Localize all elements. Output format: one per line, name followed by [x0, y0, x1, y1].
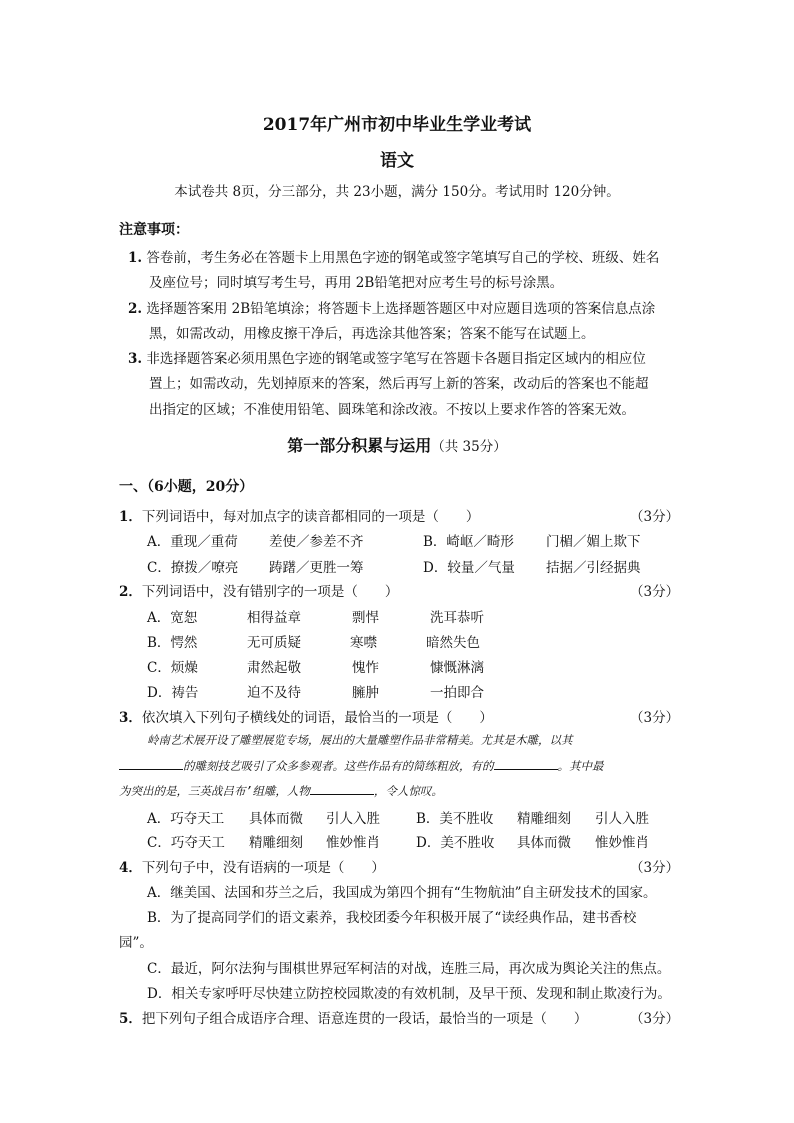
question-2	[119, 580, 398, 600]
option-a-word4: 洗耳恭听	[430, 610, 484, 626]
question-number: 1．	[119, 509, 142, 525]
option-a-word2: 相得益章	[247, 610, 301, 626]
option-c-word3: 惟妙惟肖	[326, 835, 380, 851]
option-d-word2: 具体而微	[517, 835, 571, 851]
exam-title: 2017年广州市初中毕业生学业考试	[262, 115, 532, 135]
fill-blank-2[interactable]	[494, 769, 558, 770]
option-b-word3: 引人入胜	[595, 811, 649, 827]
question-score: （3分）	[630, 1011, 680, 1027]
option-c-word2: 肃然起敬	[247, 660, 301, 676]
option-d-word2: 迫不及待	[247, 685, 301, 701]
option-b-word2: 无可质疑	[247, 635, 301, 651]
notice-item-1-cont: 及座位号；同时填写考生号，再用 2B铅笔把对应考生号的标号涂黑。	[149, 275, 564, 291]
question-score: （3分）	[630, 710, 680, 726]
notice-item-text: 非选择题答案必须用黑色字迹的钢笔或签字笔写在答题卡各题目指定区域内的相应位	[146, 351, 646, 367]
option-c: C．最近，阿尔法狗与围棋世界冠军柯洁的对战，连胜三局，再次成为舆论关注的焦点。	[147, 961, 671, 977]
option-b-cont: 园”。	[119, 935, 153, 951]
option-d-word3: 臃肿	[352, 685, 379, 701]
notice-item-3	[128, 347, 646, 367]
notice-item-text: 选择题答案用 2B铅笔填涂；将答题卡上选择题答题区中对应题目选项的答案信息点涂	[146, 301, 656, 317]
option-d: D．较量／气量	[423, 560, 515, 576]
question-4	[119, 856, 385, 876]
option-c-word2: 踌躇／更胜一筹	[269, 560, 364, 576]
question-1	[119, 505, 479, 525]
part-points: （共 35分）	[431, 439, 507, 455]
fill-blank-3[interactable]	[310, 794, 374, 795]
option-b-word2: 精雕细刻	[517, 811, 571, 827]
notice-item-text: 答卷前，考生务必在答题卡上用黑色字迹的钢笔或签字笔填写自己的学校、班级、姓名	[146, 250, 660, 266]
option-d: D．美不胜收	[416, 835, 495, 851]
section-1-heading: 一、（6小题，20分）	[119, 479, 254, 495]
option-d-word3: 惟妙惟肖	[595, 835, 649, 851]
question-score: （3分）	[630, 584, 680, 600]
question-text: 下列词语中，每对加点字的读音都相同的一项是（ ）	[141, 509, 480, 525]
option-c: C．烦燥	[147, 660, 198, 676]
passage-text: ，令人惊叹。	[373, 784, 443, 798]
notice-item-number: 3.	[128, 351, 143, 367]
option-a-word3: 剽悍	[352, 610, 379, 626]
option-a: A．继美国、法国和芬兰之后，我国成为第四个拥有“生物航油”自主研发技术的国家。	[147, 885, 657, 901]
passage-text: 为突出的是，三英战吕布’组雕，人物	[119, 784, 310, 798]
option-a: A．宽恕	[147, 610, 198, 626]
question-number: 3．	[119, 710, 142, 726]
option-a-word2: 差使／参差不齐	[269, 534, 364, 550]
option-d-word2: 拮据／引经据典	[546, 560, 641, 576]
question-3	[119, 706, 493, 726]
option-c-word3: 愧怍	[352, 660, 379, 676]
question-number: 4．	[119, 860, 142, 876]
notice-item-2-cont: 黑，如需改动，用橡皮擦干净后，再选涂其他答案；答案不能写在试题上。	[149, 326, 595, 342]
passage-text: 。其中最	[557, 759, 604, 773]
passage-text: 的雕刻技艺吸引了众多参观者。这些作品有的简练粗放，有的	[183, 759, 494, 773]
question-score: （3分）	[630, 860, 680, 876]
notice-item-2	[128, 297, 655, 317]
option-c: C．撩拨／嘹亮	[147, 560, 239, 576]
exam-intro: 本试卷共 8页，分三部分，共 23小题，满分 150分。考试用时 120分钟。	[174, 184, 620, 200]
option-b-word2: 门楣／媚上欺下	[546, 534, 641, 550]
option-c-word2: 精雕细刻	[249, 835, 303, 851]
option-d: D．祷告	[147, 685, 199, 701]
notice-item-number: 1.	[128, 250, 143, 266]
option-a-word2: 具体而微	[249, 811, 303, 827]
option-a: A．巧夺天工	[147, 811, 225, 827]
option-b: B．为了提高同学们的语文素养，我校团委今年积极开展了“读经典作品，建书香校	[147, 910, 637, 926]
option-d: D．相关专家呼吁尽快建立防控校园欺凌的有效机制，及早干预、发现和制止欺凌行为。	[147, 986, 671, 1002]
question-text: 依次填入下列句子横线处的词语，最恰当的一项是（ ）	[141, 710, 493, 726]
question-5	[119, 1007, 587, 1027]
option-b-word3: 寒噤	[350, 635, 377, 651]
option-a: A．重现／重荷	[147, 534, 238, 550]
option-a-word3: 引人入胜	[326, 811, 380, 827]
option-c: C．巧夺天工	[147, 835, 225, 851]
notice-item-1	[128, 246, 659, 266]
option-b: B．美不胜收	[416, 811, 494, 827]
passage-line-3	[119, 783, 443, 799]
option-b: B．崎岖／畸形	[423, 534, 514, 550]
notice-heading: 注意事项：	[119, 222, 189, 238]
notice-item-number: 2.	[128, 301, 143, 317]
part-title-text: 第一部分积累与运用	[287, 436, 432, 455]
subject-title: 语文	[380, 151, 414, 171]
question-text: 下列词语中，没有错别字的一项是（ ）	[141, 584, 399, 600]
option-b: B．愕然	[147, 635, 198, 651]
fill-blank-1[interactable]	[119, 769, 183, 770]
notice-item-3-cont: 出指定的区域；不准使用铅笔、圆珠笔和涂改液。不按以上要求作答的答案无效。	[149, 402, 635, 418]
question-number: 5．	[119, 1011, 142, 1027]
option-d-word4: 一拍即合	[430, 685, 484, 701]
question-score: （3分）	[630, 509, 680, 525]
question-text: 把下列句子组合成语序合理、语意连贯的一段话，最恰当的一项是（ ）	[141, 1011, 588, 1027]
option-b-word4: 暗然失色	[426, 635, 480, 651]
question-text: 下列句子中，没有语病的一项是（ ）	[141, 860, 385, 876]
question-number: 2．	[119, 584, 142, 600]
passage-line-1: 岭南艺术展开设了雕塑展览专场，展出的大量雕塑作品非常精美。尤其是木雕，以其	[147, 733, 573, 747]
part-1-title	[0, 433, 794, 456]
option-c-word4: 慷慨淋漓	[430, 660, 484, 676]
notice-item-3-cont: 置上；如需改动，先划掉原来的答案，然后再写上新的答案，改动后的答案也不能超	[149, 376, 649, 392]
passage-line-2	[119, 758, 604, 774]
